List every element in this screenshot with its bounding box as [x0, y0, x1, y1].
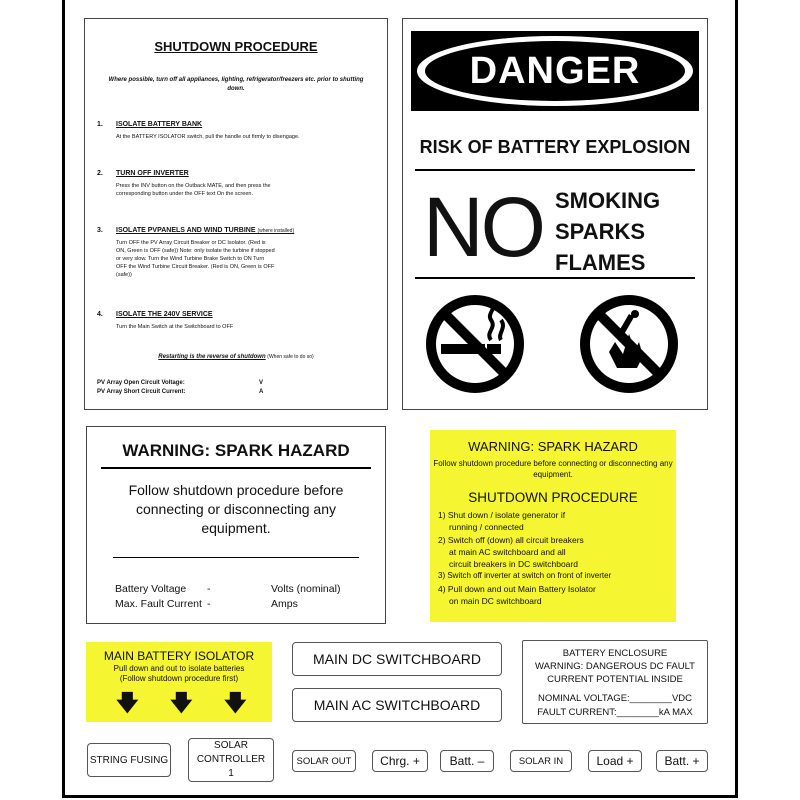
- step-body: Turn OFF the PV Array Circuit Breaker or DC Isolator. (Red is ON, Green is OFF (safe)) Note: only isolate the turbine if stopped or very slow. Turn the Wind Turbine Brake Switch to ON Turn OFF the Wind Turbine Circuit Breaker. (Red is ON, Green is OFF (safe)): [116, 240, 275, 279]
- restart-condition: (When safe to do so): [267, 354, 314, 360]
- load-plus-label: Load +: [588, 750, 642, 772]
- prohibited-item: SMOKING: [555, 188, 661, 213]
- isolator-line: Pull down and out to isolate batteries: [113, 664, 245, 673]
- solar-out-label: SOLAR OUT: [292, 750, 356, 772]
- battery-voltage-dash: -: [207, 583, 211, 595]
- battery-voltage-label: Battery Voltage: [115, 583, 187, 595]
- procedure-step: 1) Shut down / isolate generator if: [438, 510, 566, 520]
- procedure-steps: [438, 509, 672, 607]
- isolator-instructions: [86, 664, 272, 684]
- divider: [101, 467, 371, 469]
- no-flames-icon: [579, 294, 679, 394]
- isolator-line: (Follow shutdown procedure first): [119, 674, 239, 683]
- down-arrow-icon: 🡇: [170, 690, 193, 715]
- shutdown-step: [97, 226, 375, 280]
- shutdown-step: [97, 169, 375, 199]
- shutdown-intro: Where possible, turn off all appliances, lighting, refrigerator/freezers etc. prior to shutting down.: [108, 77, 364, 92]
- no-text: NO: [423, 180, 543, 274]
- step-number: 1.: [97, 121, 103, 128]
- step-body: At the BATTERY ISOLATOR switch, pull the handle out firmly to disengage.: [116, 134, 300, 141]
- prohibited-item: FLAMES: [555, 250, 646, 275]
- charge-plus-label: Chrg. +: [372, 750, 428, 772]
- danger-text: DANGER: [425, 41, 685, 101]
- no-smoking-icon: [425, 294, 525, 394]
- step-body: Turn the Main Switch at the Switchboard to OFF: [116, 324, 234, 331]
- battery-enclosure-label: [522, 640, 708, 724]
- divider: [415, 169, 695, 171]
- nominal-voltage-line: NOMINAL VOLTAGE:________VDC: [538, 693, 692, 704]
- step-heading: ISOLATE PVPANELS AND WIND TURBINE: [116, 227, 256, 234]
- isc-unit: A: [259, 389, 264, 395]
- battery-plus-label: Batt. +: [656, 750, 708, 772]
- danger-sign: [402, 18, 708, 410]
- prohibited-list: [555, 185, 660, 278]
- enclosure-line: CURRENT POTENTIAL INSIDE: [547, 674, 683, 685]
- fault-current-unit: Amps: [271, 598, 298, 610]
- fault-current-dash: -: [207, 598, 211, 610]
- main-battery-isolator-label: [86, 642, 272, 722]
- enclosure-line: BATTERY ENCLOSURE: [562, 648, 668, 659]
- shutdown-step: [97, 310, 375, 332]
- spark-hazard-procedure-label: [430, 430, 676, 622]
- warning-title: WARNING: SPARK HAZARD: [468, 439, 638, 454]
- warning-title: WARNING: SPARK HAZARD: [122, 441, 350, 460]
- down-arrow-icon: 🡇: [116, 690, 139, 715]
- procedure-step: 4) Pull down and out Main Battery Isolator: [438, 583, 596, 594]
- isc-label: PV Array Short Circuit Current:: [97, 389, 186, 395]
- risk-heading: RISK OF BATTERY EXPLOSION: [419, 137, 691, 157]
- string-fusing-label: STRING FUSING: [87, 743, 171, 777]
- procedure-step: 2) Switch off (down) all circuit breakers: [438, 534, 584, 545]
- fault-current-line: FAULT CURRENT:________kA MAX: [537, 707, 693, 718]
- procedure-step: at main AC switchboard and all: [449, 546, 566, 557]
- solar-in-label: SOLAR IN: [510, 750, 572, 772]
- shutdown-procedure-sheet: [84, 18, 388, 410]
- danger-oval: [417, 36, 693, 106]
- fault-current-label: Max. Fault Current: [115, 598, 202, 610]
- procedure-step: running / connected: [449, 522, 524, 533]
- procedure-title: SHUTDOWN PROCEDURE: [468, 490, 638, 505]
- voc-unit: V: [259, 380, 264, 386]
- step-heading-note: (where installed): [257, 228, 295, 234]
- step-number: 4.: [97, 311, 103, 318]
- restart-text: Restarting is the reverse of shutdown: [158, 354, 266, 360]
- procedure-step: circuit breakers in DC switchboard: [449, 559, 578, 570]
- step-heading-row: [116, 226, 375, 236]
- spark-hazard-warning: [86, 426, 386, 624]
- step-number: 2.: [97, 170, 103, 177]
- shutdown-step: [97, 120, 375, 142]
- voc-label: PV Array Open Circuit Voltage:: [97, 380, 185, 386]
- shutdown-title: SHUTDOWN PROCEDURE: [154, 39, 318, 54]
- step-heading: ISOLATE BATTERY BANK: [116, 121, 203, 128]
- step-number: 3.: [97, 227, 103, 234]
- isolator-title: MAIN BATTERY ISOLATOR: [103, 649, 255, 663]
- battery-minus-label: Batt. –: [440, 750, 494, 772]
- main-ac-switchboard-label: MAIN AC SWITCHBOARD: [292, 688, 502, 722]
- prohibited-item: SPARKS: [555, 219, 646, 244]
- down-arrow-icon: 🡇: [224, 690, 247, 715]
- step-body: Press the INV button on the Outback MATE, and then press the corresponding button under the OFF text On the screen.: [116, 183, 271, 198]
- solar-controller-label: SOLAR CONTROLLER 1: [188, 738, 274, 782]
- divider: [415, 277, 695, 279]
- restart-note-row: [85, 353, 387, 362]
- step-heading: ISOLATE THE 240V SERVICE: [116, 311, 213, 318]
- step-heading: TURN OFF INVERTER: [116, 170, 189, 177]
- divider: [113, 557, 359, 558]
- danger-banner: [411, 31, 699, 111]
- enclosure-line: WARNING: DANGEROUS DC FAULT: [535, 661, 695, 672]
- main-dc-switchboard-label: MAIN DC SWITCHBOARD: [292, 642, 502, 676]
- procedure-step: 3) Switch off inverter at switch on front of inverter: [438, 571, 612, 581]
- warning-body: Follow shutdown procedure before connecting or disconnecting any equipment.: [128, 482, 344, 536]
- procedure-step: on main DC switchboard: [449, 596, 542, 607]
- battery-voltage-unit: Volts (nominal): [271, 583, 341, 595]
- warning-subtitle: Follow shutdown procedure before connecting or disconnecting any equipment.: [433, 459, 673, 479]
